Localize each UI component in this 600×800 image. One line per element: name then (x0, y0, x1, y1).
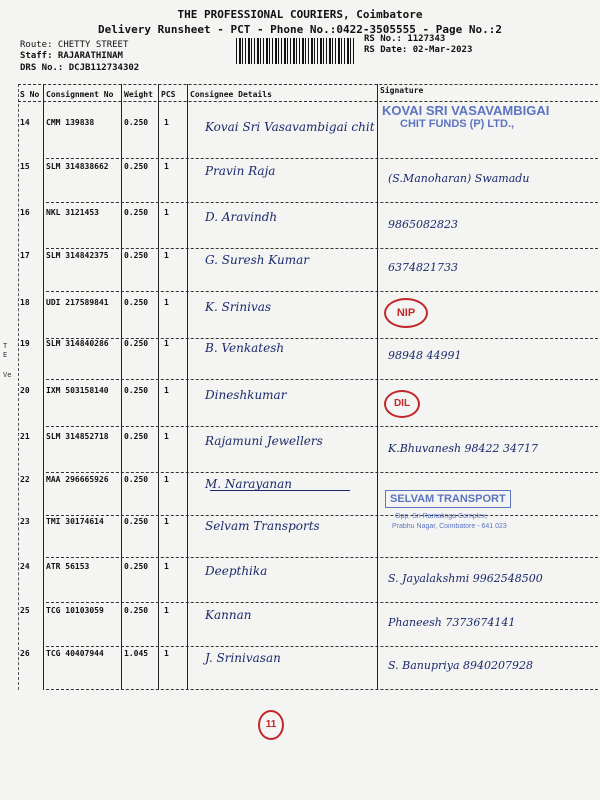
route-label: Route: CHETTY STREET (20, 40, 129, 50)
row-pcs: 1 (164, 475, 169, 484)
header-rule (18, 84, 598, 85)
strike-line (210, 490, 350, 491)
left-border (18, 84, 19, 690)
row-consignee: Dineshkumar (205, 388, 287, 402)
row-pcs: 1 (164, 298, 169, 307)
row-divider (46, 158, 598, 159)
row-divider (46, 379, 598, 380)
row-consignment-no: IXM 503158140 (46, 386, 109, 395)
column-divider (377, 84, 378, 690)
row-consignment-no: UDI 217589841 (46, 298, 109, 307)
row-signature: S. Jayalakshmi 9962548500 (388, 572, 543, 585)
nip-stamp: NIP (384, 298, 428, 328)
col-sno: S No (20, 90, 40, 99)
row-weight: 0.250 (124, 475, 149, 484)
row-weight: 0.250 (124, 251, 149, 260)
row-consignee: Pravin Raja (205, 164, 276, 178)
row-sno: 20 (20, 386, 30, 395)
row-pcs: 1 (164, 649, 169, 658)
row-consignee: M. Narayanan (205, 477, 293, 491)
row-consignment-no: SLM 314842375 (46, 251, 109, 260)
row-consignee: D. Aravindh (205, 210, 278, 224)
rs-date: RS Date: 02-Mar-2023 (364, 45, 473, 55)
company-title: THE PROFESSIONAL COURIERS, Coimbatore (177, 8, 423, 21)
row-consignee: Rajamuni Jewellers (205, 434, 323, 448)
row-divider (46, 202, 598, 203)
row-divider (46, 689, 598, 690)
row-signature: K.Bhuvanesh 98422 34717 (388, 442, 539, 455)
drs-label: DRS No.: DCJB112734302 (20, 63, 140, 73)
barcode (236, 38, 356, 64)
row-consignment-no: MAA 296665926 (46, 475, 109, 484)
row-consignee: Selvam Transports (205, 519, 320, 533)
row-pcs: 1 (164, 118, 169, 127)
runsheet-title: Delivery Runsheet - PCT - Phone No.:0422-3505555 - Page No.:2 (98, 23, 502, 36)
column-divider (158, 84, 159, 690)
header-rule (18, 101, 598, 102)
margin-note: Ve (3, 371, 12, 379)
row-pcs: 1 (164, 432, 169, 441)
row-consignment-no: SLM 314840286 (46, 339, 109, 348)
rs-number: RS No.: 1127343 (364, 34, 446, 44)
col-weight: Weight (124, 90, 153, 99)
row-pcs: 1 (164, 606, 169, 615)
row-sno: 19 (20, 339, 30, 348)
row-consignment-no: ATR 56153 (46, 562, 90, 571)
row-divider (46, 291, 598, 292)
row-weight: 0.250 (124, 298, 149, 307)
row-weight: 0.250 (124, 162, 149, 171)
staff-label: Staff: RAJARATHINAM (20, 51, 123, 61)
row-consignee: Kannan (205, 608, 252, 622)
row-consignment-no: NKL 3121453 (46, 208, 99, 217)
margin-note: T (3, 342, 8, 350)
row-consignee: B. Venkatesh (205, 341, 285, 355)
row-consignee: J. Srinivasan (205, 651, 281, 665)
row-divider (46, 515, 598, 516)
row-pcs: 1 (164, 251, 169, 260)
row-signature: 9865082823 (388, 218, 458, 231)
row-divider (46, 646, 598, 647)
row-weight: 0.250 (124, 517, 149, 526)
row-signature: (S.Manoharan) Swamadu (388, 172, 530, 185)
row-weight: 0.250 (124, 386, 149, 395)
col-consignment: Consignment No (46, 90, 114, 99)
row-consignment-no: TMI 30174614 (46, 517, 104, 526)
row-signature: 98948 44991 (388, 349, 462, 362)
row-signature: Phaneesh 7373674141 (388, 616, 516, 629)
row-sno: 22 (20, 475, 30, 484)
row-sno: 24 (20, 562, 30, 571)
row-consignee: Kovai Sri Vasavambigai chit (205, 120, 375, 134)
transport-stamp-address: Opp. Sri Ramalinga Complex, (395, 513, 488, 520)
column-divider (121, 84, 122, 690)
row-weight: 0.250 (124, 118, 149, 127)
row-sno: 25 (20, 606, 30, 615)
row-pcs: 1 (164, 386, 169, 395)
row-pcs: 1 (164, 208, 169, 217)
row-consignment-no: SLM 314852718 (46, 432, 109, 441)
dil-stamp: DIL (384, 390, 420, 418)
row-signature: 6374821733 (388, 261, 458, 274)
page-mark: 11 (258, 710, 284, 740)
row-sno: 15 (20, 162, 30, 171)
row-sno: 21 (20, 432, 30, 441)
row-consignment-no: SLM 314838662 (46, 162, 109, 171)
col-consignee: Consignee Details (190, 90, 272, 99)
row-consignee: K. Srinivas (205, 300, 272, 314)
row-weight: 0.250 (124, 339, 149, 348)
company-stamp: CHIT FUNDS (P) LTD., (400, 118, 515, 130)
row-pcs: 1 (164, 162, 169, 171)
row-weight: 1.045 (124, 649, 149, 658)
row-pcs: 1 (164, 562, 169, 571)
row-sno: 16 (20, 208, 30, 217)
column-divider (187, 84, 188, 690)
margin-note: E (3, 351, 8, 359)
row-weight: 0.250 (124, 606, 149, 615)
row-consignment-no: CMM 139838 (46, 118, 95, 127)
row-consignee: Deepthika (205, 564, 268, 578)
row-signature: S. Banupriya 8940207928 (388, 659, 534, 672)
row-sno: 17 (20, 251, 30, 260)
row-sno: 26 (20, 649, 30, 658)
column-divider (43, 84, 44, 690)
col-pcs: PCS (161, 90, 176, 99)
row-consignment-no: TCG 10103059 (46, 606, 104, 615)
row-consignee: G. Suresh Kumar (205, 253, 309, 267)
row-divider (46, 472, 598, 473)
company-stamp: KOVAI SRI VASAVAMBIGAI (382, 103, 550, 118)
row-consignment-no: TCG 40407944 (46, 649, 104, 658)
row-divider (46, 248, 598, 249)
row-sno: 23 (20, 517, 30, 526)
row-sno: 18 (20, 298, 30, 307)
row-weight: 0.250 (124, 562, 149, 571)
transport-stamp-address: Prabhu Nagar, Coimbatore - 641 023 (392, 523, 507, 530)
row-pcs: 1 (164, 517, 169, 526)
transport-stamp: SELVAM TRANSPORT (385, 490, 511, 508)
row-weight: 0.250 (124, 432, 149, 441)
row-divider (46, 557, 598, 558)
row-sno: 14 (20, 118, 30, 127)
row-pcs: 1 (164, 339, 169, 348)
col-signature: Signature (380, 86, 424, 95)
row-weight: 0.250 (124, 208, 149, 217)
row-divider (46, 426, 598, 427)
row-divider (46, 602, 598, 603)
